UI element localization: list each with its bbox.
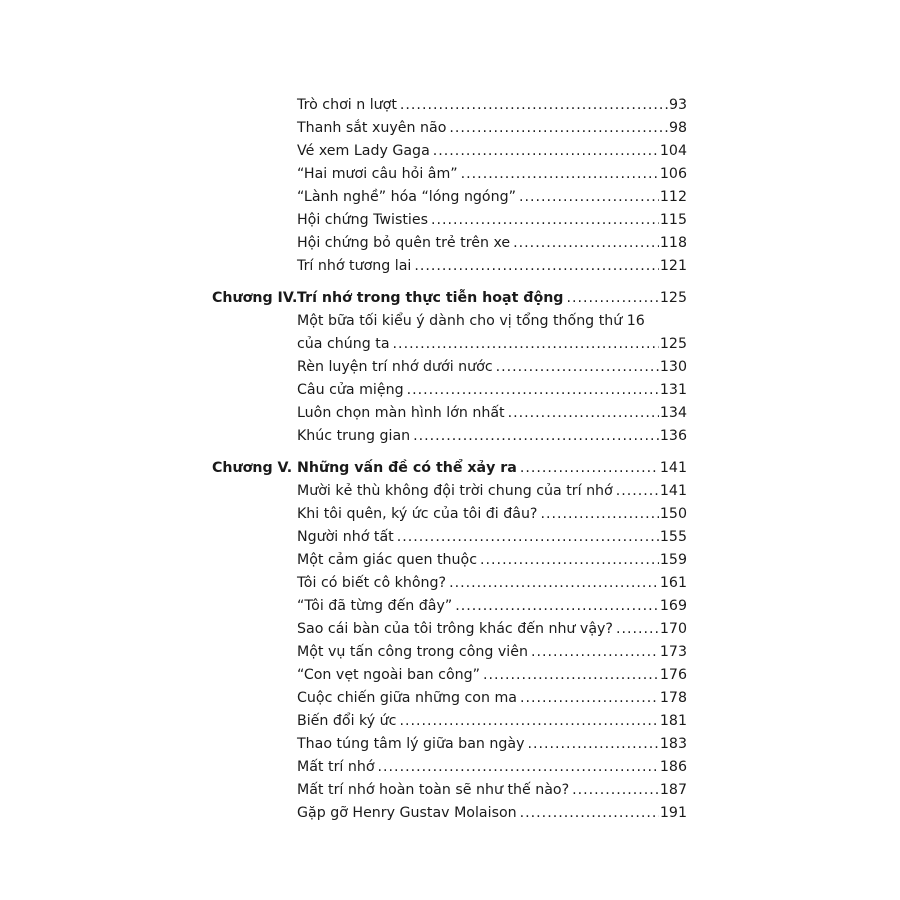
- toc-entry: [0, 618, 900, 641]
- toc-entry-page: 150: [659, 506, 687, 522]
- leader-dots: [397, 526, 659, 549]
- leader-dots: [413, 425, 659, 448]
- toc-entry-page: 104: [659, 143, 687, 159]
- toc-entry-title: Cuộc chiến giữa những con ma: [297, 690, 517, 706]
- leader-dots: [519, 186, 659, 209]
- toc-entry: [0, 641, 900, 664]
- leader-dots: [449, 572, 659, 595]
- toc-entry-page: 115: [659, 212, 687, 228]
- toc-entry-page: 106: [659, 166, 687, 182]
- toc-entry: [0, 664, 900, 687]
- toc-entry: [0, 209, 900, 232]
- leader-dots: [400, 94, 668, 117]
- leader-dots: [527, 733, 658, 756]
- chapter-label: Chương IV.: [212, 290, 298, 306]
- toc-entry-title: Mất trí nhớ hoàn toàn sẽ như thế nào?: [297, 782, 570, 798]
- toc-entry-title: Thanh sắt xuyên não: [297, 120, 447, 136]
- toc-entry-title: Người nhớ tất: [297, 529, 394, 545]
- toc-entry: [0, 503, 900, 526]
- toc-entry-page: 170: [659, 621, 687, 637]
- leader-dots: [520, 687, 659, 710]
- toc-entry-title: Vé xem Lady Gaga: [297, 143, 430, 159]
- toc-entry: [0, 779, 900, 802]
- chapter-page: 141: [659, 460, 687, 476]
- chapter-heading: [0, 287, 900, 310]
- leader-dots: [433, 140, 659, 163]
- toc-entry-title: “Con vẹt ngoài ban công”: [297, 667, 480, 683]
- toc-entry-page: 131: [659, 382, 687, 398]
- toc-entry-page: 136: [659, 428, 687, 444]
- toc-entry-title: “Hai mươi câu hỏi âm”: [297, 166, 458, 182]
- leader-dots: [407, 379, 659, 402]
- chapter-heading: [0, 457, 900, 480]
- toc-entry: [0, 710, 900, 733]
- toc-entry-title: Một vụ tấn công trong công viên: [297, 644, 528, 660]
- toc-entry-title: Biến đổi ký ức: [297, 713, 397, 729]
- toc-entry-title: “Lành nghề” hóa “lóng ngóng”: [297, 189, 516, 205]
- chapter-title: Trí nhớ trong thực tiễn hoạt động: [297, 290, 564, 306]
- toc-entry: [0, 480, 900, 503]
- toc-entry-page: 155: [659, 529, 687, 545]
- leader-dots: [455, 595, 659, 618]
- toc-entry: [0, 687, 900, 710]
- toc-entry-multiline-first: [0, 310, 900, 333]
- toc-entry-page: 141: [659, 483, 687, 499]
- toc-entry-title: Sao cái bàn của tôi trông khác đến như vậy?: [297, 621, 613, 637]
- leader-dots: [378, 756, 659, 779]
- toc-entry-title: Khi tôi quên, ký ức của tôi đi đâu?: [297, 506, 538, 522]
- toc-entry: [0, 425, 900, 448]
- chapter-label: Chương V.: [212, 460, 293, 476]
- leader-dots: [616, 618, 659, 641]
- toc-entry-title: Hội chứng Twisties: [297, 212, 428, 228]
- leader-dots: [508, 402, 659, 425]
- toc-entry: [0, 402, 900, 425]
- toc-entry-page: 98: [668, 120, 687, 136]
- leader-dots: [531, 641, 659, 664]
- toc-entry-page: 121: [659, 258, 687, 274]
- toc-entry-page: 125: [659, 336, 687, 352]
- toc-entry-title: Hội chứng bỏ quên trẻ trên xe: [297, 235, 511, 251]
- toc-entry-page: 178: [659, 690, 687, 706]
- toc-entry-multiline-second: [0, 333, 900, 356]
- toc-entry-title: Luôn chọn màn hình lớn nhất: [297, 405, 505, 421]
- toc-entry-page: 159: [659, 552, 687, 568]
- toc-entry-title: Gặp gỡ Henry Gustav Molaison: [297, 805, 517, 821]
- toc-entry: [0, 94, 900, 117]
- toc-entry: [0, 379, 900, 402]
- toc-entry-title-line2: của chúng ta: [297, 336, 390, 352]
- leader-dots: [483, 664, 659, 687]
- leader-dots: [520, 802, 659, 825]
- toc-entry: [0, 802, 900, 825]
- leader-dots: [513, 232, 659, 255]
- toc-entry-page: 134: [659, 405, 687, 421]
- toc-entry-page: 169: [659, 598, 687, 614]
- leader-dots: [540, 503, 658, 526]
- toc-entry: [0, 117, 900, 140]
- toc-entry-title: Một cảm giác quen thuộc: [297, 552, 478, 568]
- toc-entry: [0, 140, 900, 163]
- toc-entry-page: 181: [659, 713, 687, 729]
- leader-dots: [461, 163, 659, 186]
- toc-entry-page: 130: [659, 359, 687, 375]
- toc-entry: [0, 163, 900, 186]
- table-of-contents: [0, 94, 900, 825]
- leader-dots: [616, 480, 659, 503]
- toc-entry-page: 161: [659, 575, 687, 591]
- toc-entry-page: 186: [659, 759, 687, 775]
- toc-entry: [0, 356, 900, 379]
- chapter-title: Những vấn đề có thể xảy ra: [297, 460, 517, 476]
- toc-entry-page: 191: [659, 805, 687, 821]
- leader-dots: [566, 287, 658, 310]
- toc-entry-title: Trò chơi n lượt: [297, 97, 397, 113]
- leader-dots: [480, 549, 659, 572]
- toc-entry: [0, 255, 900, 278]
- leader-dots: [399, 710, 658, 733]
- toc-entry-title: Rèn luyện trí nhớ dưới nước: [297, 359, 493, 375]
- toc-entry: [0, 232, 900, 255]
- leader-dots: [449, 117, 668, 140]
- toc-entry-title: Tôi có biết cô không?: [297, 575, 447, 591]
- toc-entry-page: 93: [668, 97, 687, 113]
- toc-entry: [0, 572, 900, 595]
- leader-dots: [431, 209, 659, 232]
- leader-dots: [496, 356, 659, 379]
- chapter-page: 125: [659, 290, 687, 306]
- toc-entry: [0, 595, 900, 618]
- toc-entry-title: Câu cửa miệng: [297, 382, 404, 398]
- toc-entry-title-line1: Một bữa tối kiểu ý dành cho vị tổng thống thứ 16: [297, 313, 645, 329]
- toc-entry: [0, 186, 900, 209]
- toc-entry-title: Mười kẻ thù không đội trời chung của trí nhớ: [297, 483, 613, 499]
- toc-entry-title: Khúc trung gian: [297, 428, 411, 444]
- toc-entry-title: “Tôi đã từng đến đây”: [297, 598, 453, 614]
- toc-entry-title: Thao túng tâm lý giữa ban ngày: [297, 736, 525, 752]
- leader-dots: [414, 255, 659, 278]
- toc-entry-title: Mất trí nhớ: [297, 759, 375, 775]
- toc-entry-page: 112: [659, 189, 687, 205]
- toc-entry-page: 118: [659, 235, 687, 251]
- leader-dots: [572, 779, 659, 802]
- toc-entry: [0, 526, 900, 549]
- leader-dots: [520, 457, 659, 480]
- toc-entry: [0, 549, 900, 572]
- toc-entry-title: Trí nhớ tương lai: [297, 258, 412, 274]
- toc-entry: [0, 756, 900, 779]
- toc-entry-page: 176: [659, 667, 687, 683]
- toc-entry-page: 187: [659, 782, 687, 798]
- toc-entry: [0, 733, 900, 756]
- toc-entry-page: 183: [659, 736, 687, 752]
- leader-dots: [393, 333, 659, 356]
- toc-entry-page: 173: [659, 644, 687, 660]
